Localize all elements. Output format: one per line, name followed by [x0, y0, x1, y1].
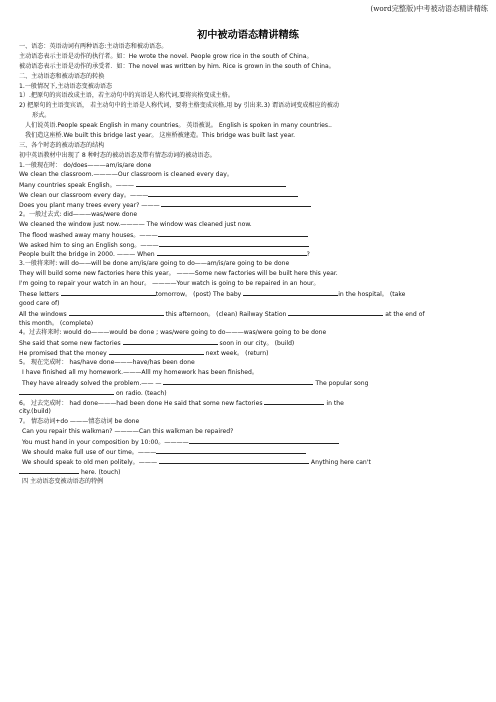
tense-heading: 3.一般将来时: will do——will be done am/is/are going to do——am/is/are going to be done	[19, 260, 290, 268]
exercise-line: on radio. (teach)	[19, 388, 481, 398]
text-line: 初中英语教材中出现了 8 种时态的被动语态及带有情态动词的被动语态。	[19, 151, 216, 159]
text-line: 形式。	[32, 112, 51, 120]
example-line: 我们造这座桥.We built this bridge last year。 这座桥被建造。This bridge was built last year.	[25, 131, 296, 139]
answer-blank[interactable]	[264, 398, 324, 405]
answer-blank[interactable]	[243, 289, 338, 296]
answer-blank[interactable]	[148, 190, 298, 197]
answer-blank[interactable]	[156, 447, 306, 454]
example-line: I'm going to repair your watch in an hour。 ————Your watch is going to be repaired in an hour。	[19, 280, 320, 287]
exercise-line: All the windows this afternoon。 (clean) Railway Station at the end of	[19, 310, 425, 318]
section-heading: 三、各个时态的被动语态的结构	[19, 141, 105, 149]
example-line: They will build some new factories here this year。 ———Some new factories will be built here this year.	[19, 270, 338, 278]
answer-blank[interactable]	[109, 348, 204, 355]
answer-blank[interactable]	[136, 180, 286, 187]
text-line: 1.一般情况下,主动语态变被动语态	[19, 82, 113, 90]
answer-blank[interactable]	[157, 249, 307, 256]
example-line: Can you repair this walkman? ————Can this walkman be repaired?	[22, 428, 234, 436]
exercise-line: They have already solved the problem.—— — The popular song	[22, 379, 369, 387]
answer-blank[interactable]	[189, 437, 339, 444]
answer-blank[interactable]	[161, 200, 311, 207]
exercise-line: good care of)	[19, 299, 60, 307]
answer-blank[interactable]	[69, 309, 164, 316]
exercise-line: People built the bridge in 2000. ——— When ?	[19, 251, 310, 259]
exercise-line: She said that some new factories soon in our city。 (build)	[19, 340, 295, 348]
tense-heading: 5。 现在完成时： has/have done———have/has been done	[19, 359, 195, 366]
example-line: We clean the classroom.————Our classroom is cleaned every day。	[19, 171, 233, 179]
text-line: 1）.把原句的宾语改成主语，若主动句中的宾语是人称代词,要将宾格变成主格。	[19, 92, 234, 100]
document-body	[19, 42, 481, 486]
answer-blank[interactable]	[123, 338, 218, 345]
tense-heading: 1.一般现在时： do/does———am/is/are done	[19, 161, 152, 169]
section-heading: 一、语态：英语动词有两种语态:主动语态和被动语态。	[19, 43, 168, 50]
exercise-line: You must hand in your composition by 10:00。————	[19, 437, 481, 447]
answer-blank[interactable]	[158, 230, 308, 237]
text-line: 2) 把原句的主语变宾语， 若主动句中的主语是人称代词，要将主格变成宾格,用 by 引出来.3) 谓语动词变成相应的被动	[19, 102, 339, 110]
answer-blank[interactable]	[159, 457, 309, 464]
exercise-line: We clean our classroom every day。———	[19, 190, 481, 200]
answer-blank[interactable]	[163, 378, 313, 385]
example-line: 人们说英语.People speak English in many countries。 英语被说。 English is spoken in many countries..	[25, 122, 332, 129]
exercise-line: These letters tomorrow。 (post) The baby in the hospital。 (take	[19, 290, 406, 298]
answer-blank[interactable]	[159, 240, 309, 247]
exercise-line: He promised that the money next week。 (return)	[19, 350, 269, 358]
answer-blank[interactable]	[61, 289, 156, 296]
section-heading: 二、主动语态和被动语态的转换	[19, 72, 105, 80]
tense-heading: 2。一般过去式: did———was/were done	[19, 210, 138, 218]
running-header: (word完整版)中考被动语态精讲精练	[370, 4, 488, 13]
text-line: 主动语态表示主语是动作的执行者。如：He wrote the novel. People grow rice in the south of China。	[19, 52, 313, 60]
exercise-line: The flood washed away many houses。———	[19, 230, 481, 240]
text-line: 被动语态表示主语是动作的承受者．如：The novel was written by him. Rice is grown in the south of China。	[19, 62, 335, 70]
tense-heading: 7。 情态动词+do ———情态动词 be done	[19, 418, 140, 426]
document-title: 初中被动语态精讲精练	[197, 29, 299, 41]
answer-blank[interactable]	[19, 467, 79, 474]
answer-blank[interactable]	[19, 388, 114, 395]
section-heading: 四 主动语态变被动语态的特例	[22, 477, 104, 485]
exercise-line: here. (touch)	[19, 467, 481, 477]
example-line: I have finished all my homework.———Alll my homework has been finished。	[22, 368, 259, 376]
exercise-line: city.(build)	[19, 408, 51, 416]
answer-blank[interactable]	[288, 309, 383, 316]
exercise-line: 6。 过去完成时： had done———had been done He said that some new factories in the	[19, 399, 344, 407]
exercise-line: We should make full use of our time。———	[19, 447, 481, 457]
example-line: We cleaned the window just now.———— The window was cleaned just now.	[19, 220, 252, 228]
exercise-line: this month。 (complete)	[19, 319, 94, 327]
exercise-line: We asked him to sing an English song。———	[19, 240, 481, 250]
exercise-line: We should speak to old men politely。——— Anything here can't	[22, 458, 371, 466]
tense-heading: 4。过去将来时: would do———would be done ; was/were going to do———was/were going to be done	[19, 329, 327, 337]
exercise-line: Many countries speak English。———	[19, 180, 481, 190]
exercise-line: Does you plant many trees every year? ———	[19, 200, 481, 210]
